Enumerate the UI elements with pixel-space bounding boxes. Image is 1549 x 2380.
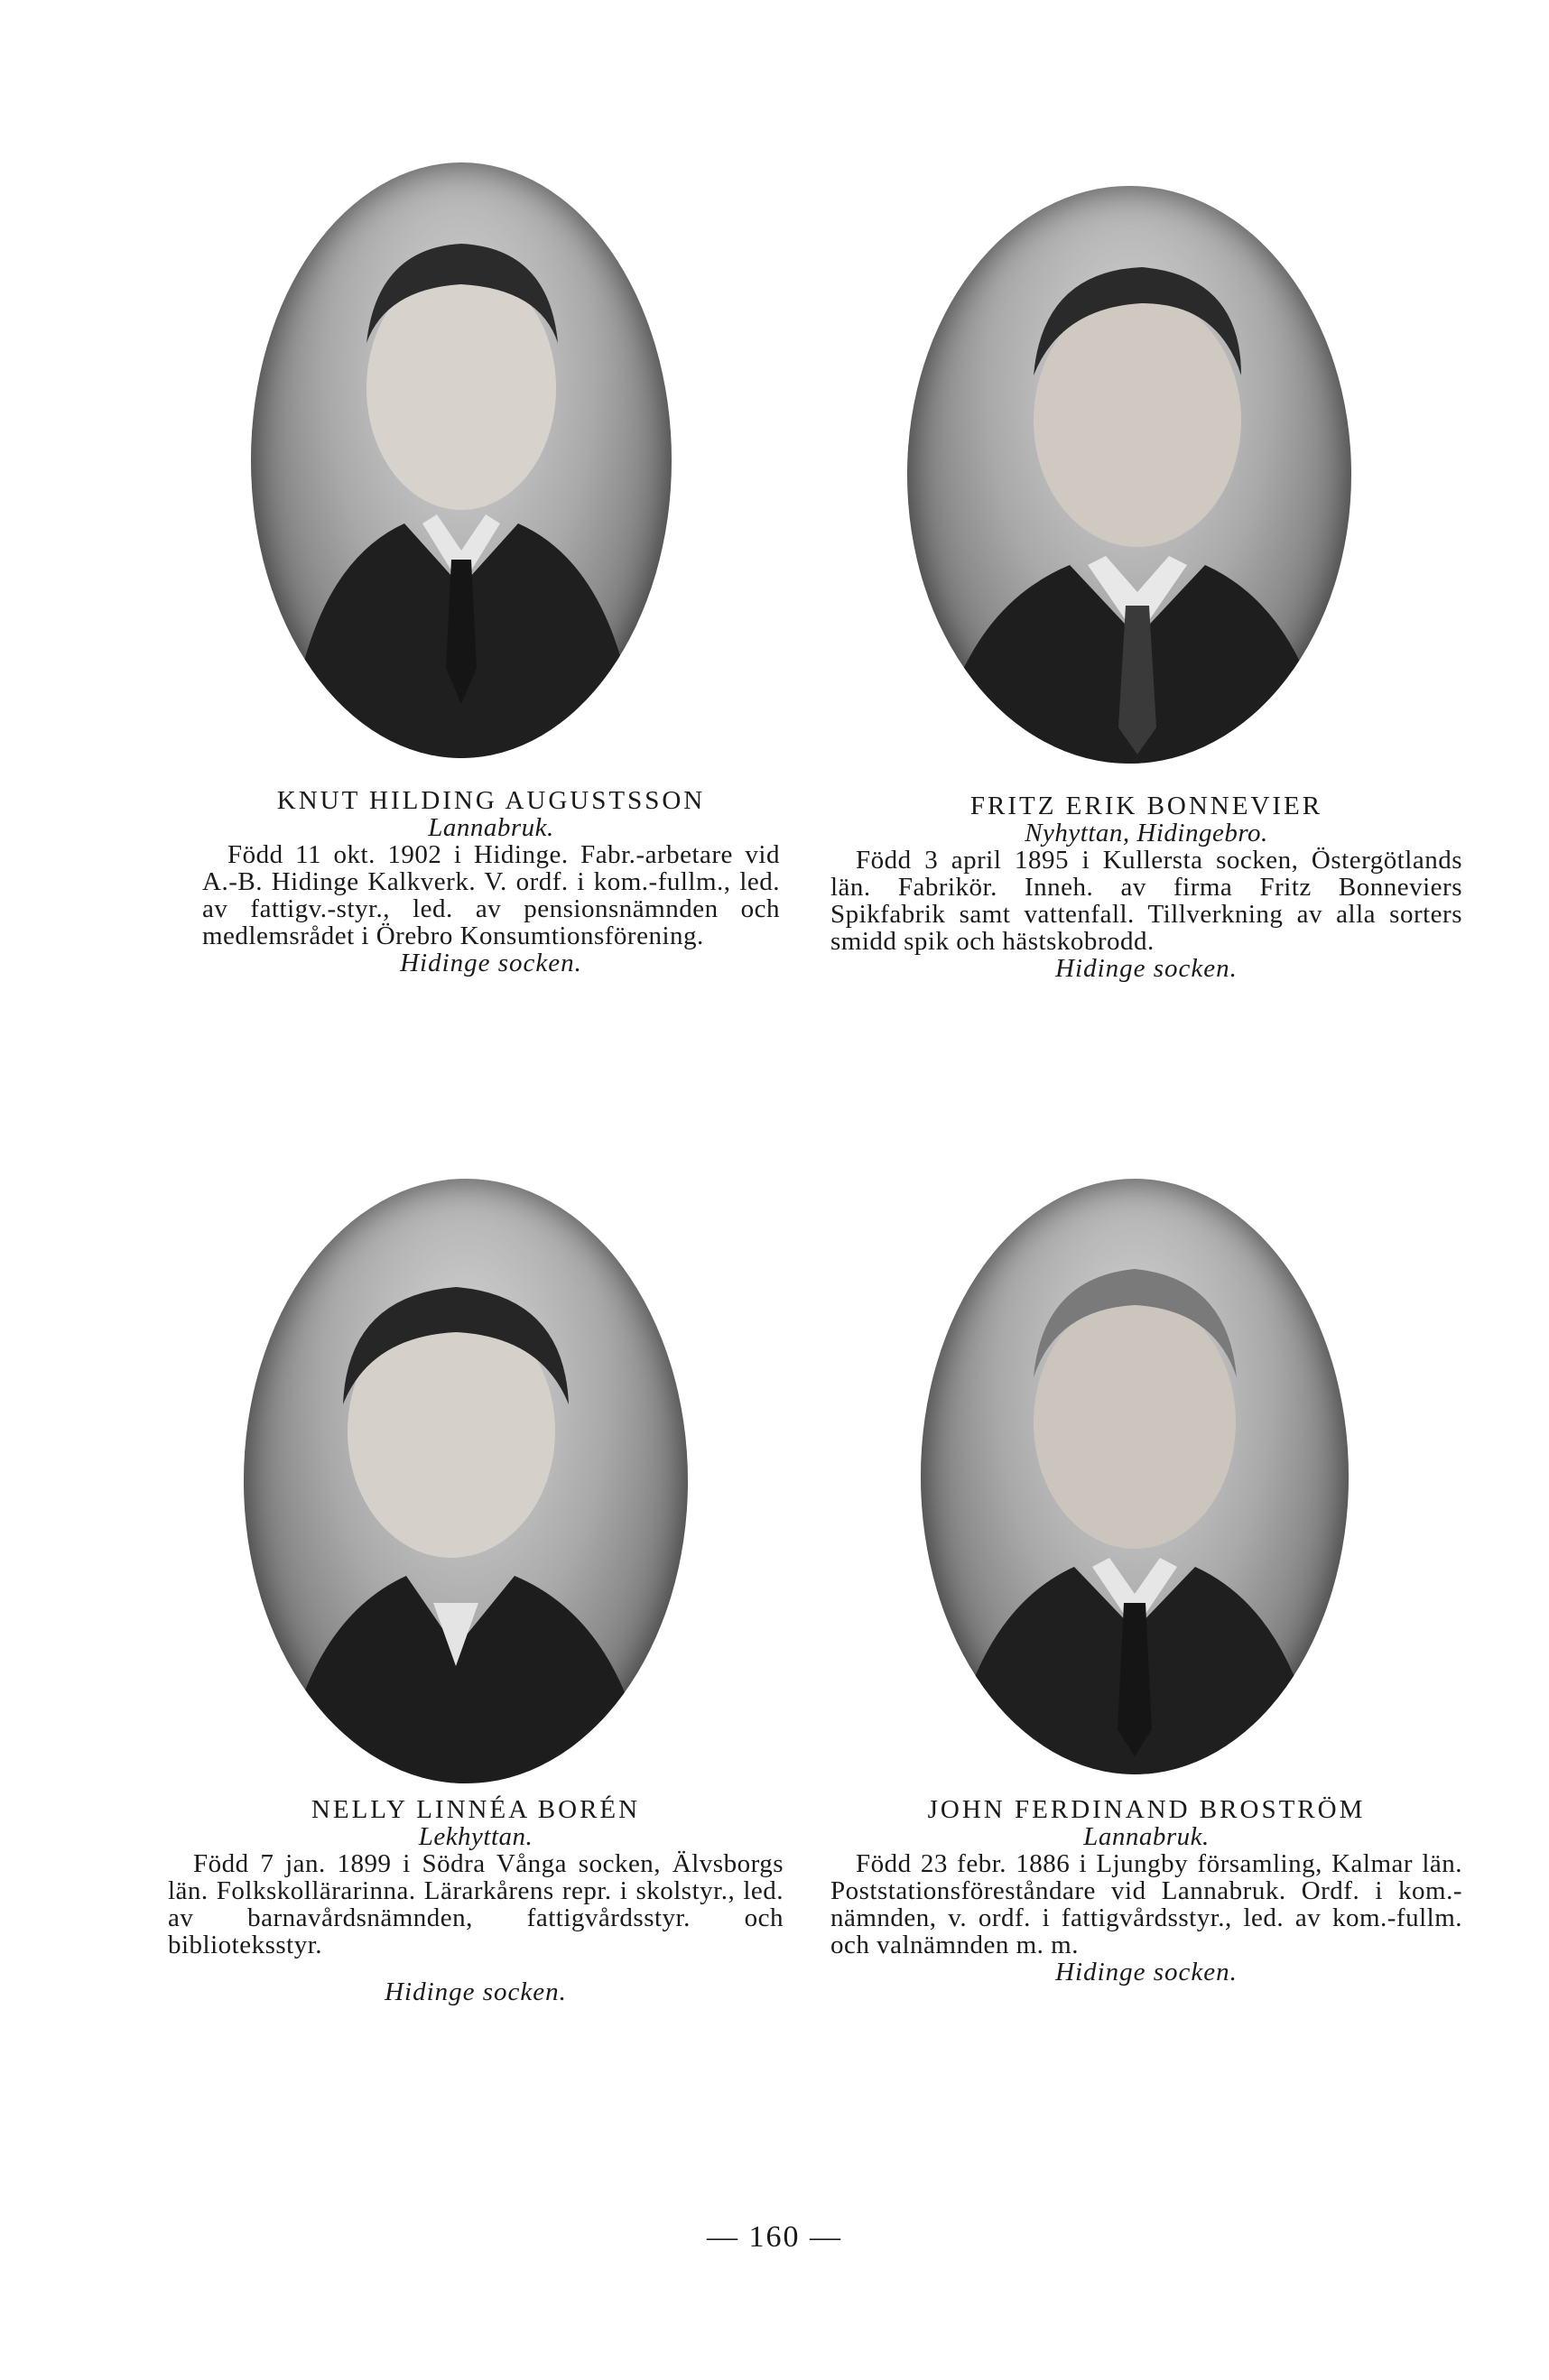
caption-boren (168, 1796, 784, 2005)
person-name: NELLY LINNÉA BORÉN (311, 1795, 641, 1824)
person-bio: Född 11 okt. 1902 i Hidinge. Fabr.-arbetare vid A.-B. Hidinge Kalkverk. V. ordf. i kom.-fullm., led. av fattigv.-styr., led. av pensionsnämnden och medlemsrådet i Örebro Konsumtionsförening. (202, 840, 780, 950)
person-bio: Född 23 febr. 1886 i Ljungby församling, Kalmar län. Poststationsföreståndare vid Lannabruk. Ordf. i kom.-nämnden, v. ordf. i fattigvårdsstyr., led. av kom.-fullm. och valnämnden m. m. (830, 1849, 1462, 1959)
person-place: Lannabruk. (1083, 1822, 1210, 1851)
portrait-photo-augustsson (251, 162, 672, 758)
caption-augustsson (202, 787, 780, 977)
portrait-figure-icon (244, 1179, 688, 1783)
portrait-photo-boren (244, 1179, 688, 1783)
caption-brostrom (830, 1796, 1462, 1986)
person-bio: Född 7 jan. 1899 i Södra Vånga socken, Älvsborgs län. Folkskollärarinna. Lärarkårens repr. i skolstyr., led. av barnavårdsnämnden, fattigvårdsstyr. och biblioteksstyr. (168, 1849, 784, 1959)
person-place: Lekhyttan. (418, 1822, 533, 1851)
portrait-photo-brostrom (921, 1179, 1349, 1774)
page-number: — 160 — (707, 2220, 842, 2254)
person-bio: Född 3 april 1895 i Kullersta socken, Östergötlands län. Fabrikör. Inneh. av firma Fritz Bonneviers Spikfabrik samt vattenfall. Tillverkning av alla sorters smidd spik och hästskobrodd. (830, 846, 1462, 956)
portrait-figure-icon (251, 162, 672, 758)
portrait-figure-icon (907, 186, 1351, 764)
person-parish: Hidinge socken. (400, 949, 582, 977)
person-place: Nyhyttan, Hidingebro. (1025, 819, 1268, 847)
person-name: FRITZ ERIK BONNEVIER (969, 792, 1323, 820)
caption-bonnevier (830, 792, 1462, 982)
person-place: Lannabruk. (428, 813, 554, 842)
person-name: KNUT HILDING AUGUSTSSON (276, 786, 706, 815)
person-parish: Hidinge socken. (1055, 1958, 1238, 1986)
person-parish: Hidinge socken. (1055, 954, 1238, 983)
person-name: JOHN FERDINAND BROSTRÖM (927, 1795, 1366, 1824)
portrait-figure-icon (921, 1179, 1349, 1774)
portrait-photo-bonnevier (907, 186, 1351, 764)
person-parish: Hidinge socken. (385, 1977, 567, 2006)
